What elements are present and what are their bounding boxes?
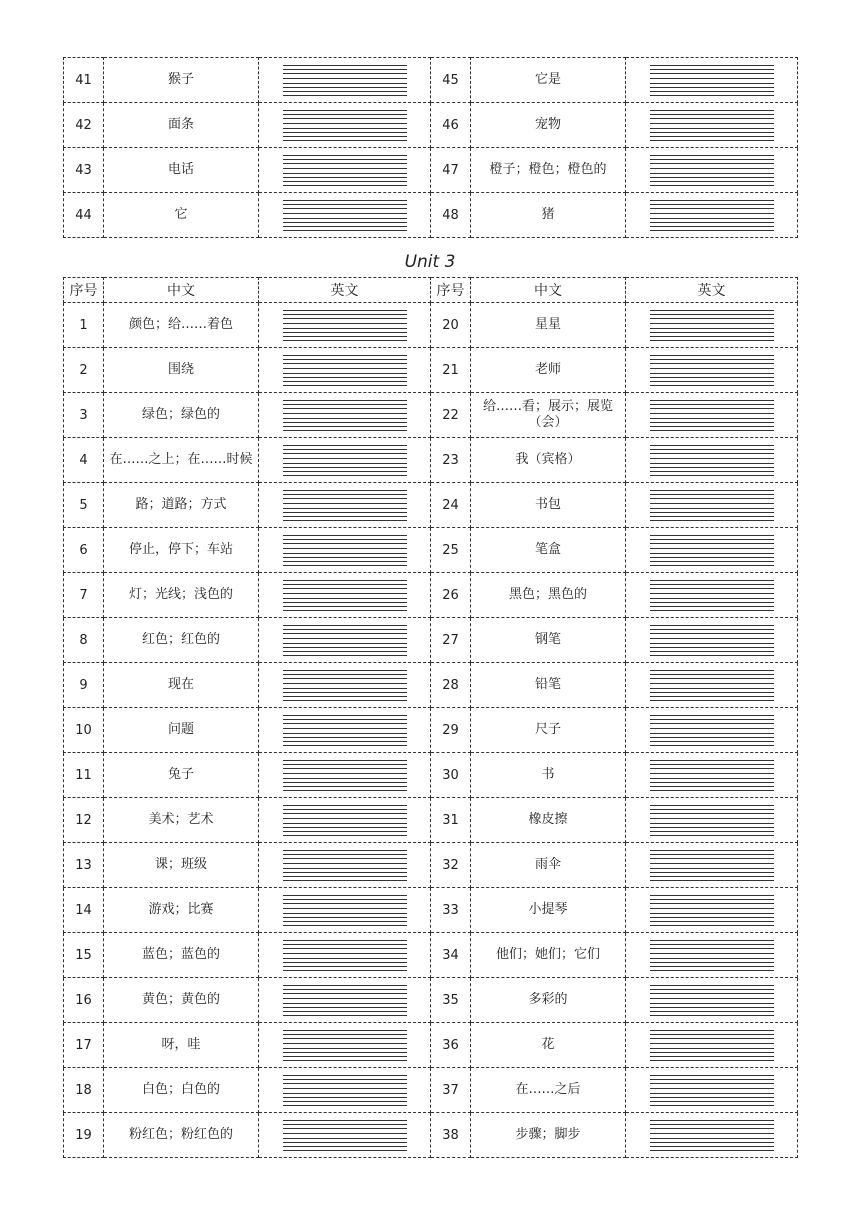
item-number: 47 bbox=[431, 148, 471, 193]
item-number: 24 bbox=[431, 483, 471, 528]
table-row bbox=[64, 528, 798, 573]
english-answer-cell[interactable] bbox=[259, 753, 431, 798]
writing-lines[interactable] bbox=[283, 110, 407, 140]
english-answer-cell[interactable] bbox=[259, 618, 431, 663]
chinese-term: 在……之上；在……时候 bbox=[104, 438, 259, 483]
writing-lines[interactable] bbox=[650, 65, 774, 95]
english-answer-cell[interactable] bbox=[259, 843, 431, 888]
chinese-term: 路；道路；方式 bbox=[104, 483, 259, 528]
item-number: 48 bbox=[431, 193, 471, 238]
writing-lines[interactable] bbox=[650, 760, 774, 790]
chinese-term: 猴子 bbox=[104, 58, 259, 103]
english-answer-cell[interactable] bbox=[259, 103, 431, 148]
writing-lines[interactable] bbox=[650, 310, 774, 340]
item-number: 15 bbox=[64, 933, 104, 978]
item-number: 10 bbox=[64, 708, 104, 753]
chinese-term: 粉红色；粉红色的 bbox=[104, 1113, 259, 1158]
item-number: 7 bbox=[64, 573, 104, 618]
item-number: 44 bbox=[64, 193, 104, 238]
item-number: 4 bbox=[64, 438, 104, 483]
english-answer-cell[interactable] bbox=[626, 58, 798, 103]
chinese-term: 课；班级 bbox=[104, 843, 259, 888]
chinese-term: 尺子 bbox=[471, 708, 626, 753]
item-number: 19 bbox=[64, 1113, 104, 1158]
writing-lines[interactable] bbox=[283, 670, 407, 700]
item-number: 42 bbox=[64, 103, 104, 148]
writing-lines[interactable] bbox=[650, 535, 774, 565]
item-number: 35 bbox=[431, 978, 471, 1023]
chinese-term: 呀，哇 bbox=[104, 1023, 259, 1068]
header-row bbox=[64, 278, 798, 303]
writing-lines[interactable] bbox=[283, 310, 407, 340]
item-number: 16 bbox=[64, 978, 104, 1023]
table-row bbox=[64, 438, 798, 483]
chinese-term: 兔子 bbox=[104, 753, 259, 798]
table-row bbox=[64, 193, 798, 238]
english-answer-cell[interactable] bbox=[259, 393, 431, 438]
item-number: 30 bbox=[431, 753, 471, 798]
writing-lines[interactable] bbox=[650, 670, 774, 700]
table-row bbox=[64, 58, 798, 103]
english-answer-cell[interactable] bbox=[259, 798, 431, 843]
writing-lines[interactable] bbox=[283, 1120, 407, 1150]
item-number: 13 bbox=[64, 843, 104, 888]
chinese-term: 步骤；脚步 bbox=[471, 1113, 626, 1158]
english-answer-cell[interactable] bbox=[259, 1113, 431, 1158]
english-answer-cell[interactable] bbox=[259, 978, 431, 1023]
writing-lines[interactable] bbox=[650, 200, 774, 230]
table-row bbox=[64, 708, 798, 753]
english-answer-cell[interactable] bbox=[626, 978, 798, 1023]
english-answer-cell[interactable] bbox=[626, 348, 798, 393]
unit-title: Unit 3 bbox=[404, 252, 456, 272]
table-row bbox=[64, 843, 798, 888]
chinese-term: 灯；光线；浅色的 bbox=[104, 573, 259, 618]
item-number: 21 bbox=[431, 348, 471, 393]
english-answer-cell[interactable] bbox=[626, 798, 798, 843]
chinese-term: 它 bbox=[104, 193, 259, 238]
chinese-term: 蓝色；蓝色的 bbox=[104, 933, 259, 978]
english-answer-cell[interactable] bbox=[626, 618, 798, 663]
chinese-term: 书包 bbox=[471, 483, 626, 528]
table-row bbox=[64, 618, 798, 663]
english-answer-cell[interactable] bbox=[626, 148, 798, 193]
item-number: 11 bbox=[64, 753, 104, 798]
vocab-table-top bbox=[63, 57, 798, 238]
chinese-term: 现在 bbox=[104, 663, 259, 708]
item-number: 5 bbox=[64, 483, 104, 528]
chinese-term: 花 bbox=[471, 1023, 626, 1068]
table-row bbox=[64, 798, 798, 843]
writing-lines[interactable] bbox=[283, 1075, 407, 1105]
writing-lines[interactable] bbox=[283, 805, 407, 835]
writing-lines[interactable] bbox=[650, 155, 774, 185]
header-no: 序号 bbox=[431, 278, 471, 303]
english-answer-cell[interactable] bbox=[626, 103, 798, 148]
header-no: 序号 bbox=[64, 278, 104, 303]
english-answer-cell[interactable] bbox=[259, 933, 431, 978]
table-row bbox=[64, 573, 798, 618]
writing-lines[interactable] bbox=[283, 490, 407, 520]
table-row bbox=[64, 933, 798, 978]
writing-lines[interactable] bbox=[650, 355, 774, 385]
vocab-table-unit3 bbox=[63, 277, 798, 1158]
chinese-term: 铅笔 bbox=[471, 663, 626, 708]
item-number: 8 bbox=[64, 618, 104, 663]
item-number: 26 bbox=[431, 573, 471, 618]
english-answer-cell[interactable] bbox=[259, 1068, 431, 1113]
writing-lines[interactable] bbox=[650, 490, 774, 520]
writing-lines[interactable] bbox=[283, 445, 407, 475]
writing-lines[interactable] bbox=[650, 110, 774, 140]
chinese-term: 黄色；黄色的 bbox=[104, 978, 259, 1023]
item-number: 34 bbox=[431, 933, 471, 978]
item-number: 33 bbox=[431, 888, 471, 933]
chinese-term: 美术；艺术 bbox=[104, 798, 259, 843]
writing-lines[interactable] bbox=[650, 850, 774, 880]
english-answer-cell[interactable] bbox=[626, 1068, 798, 1113]
writing-lines[interactable] bbox=[650, 1120, 774, 1150]
table-row bbox=[64, 103, 798, 148]
english-answer-cell[interactable] bbox=[259, 348, 431, 393]
writing-lines[interactable] bbox=[650, 940, 774, 970]
item-number: 43 bbox=[64, 148, 104, 193]
table-row bbox=[64, 393, 798, 438]
chinese-term: 我（宾格） bbox=[471, 438, 626, 483]
english-answer-cell[interactable] bbox=[626, 528, 798, 573]
chinese-term: 老师 bbox=[471, 348, 626, 393]
chinese-term: 电话 bbox=[104, 148, 259, 193]
english-answer-cell[interactable] bbox=[259, 58, 431, 103]
writing-lines[interactable] bbox=[283, 850, 407, 880]
table-row bbox=[64, 348, 798, 393]
english-answer-cell[interactable] bbox=[259, 1023, 431, 1068]
chinese-term: 猪 bbox=[471, 193, 626, 238]
item-number: 28 bbox=[431, 663, 471, 708]
english-answer-cell[interactable] bbox=[626, 1113, 798, 1158]
table-row bbox=[64, 1068, 798, 1113]
writing-lines[interactable] bbox=[650, 625, 774, 655]
item-number: 37 bbox=[431, 1068, 471, 1113]
item-number: 6 bbox=[64, 528, 104, 573]
chinese-term: 书 bbox=[471, 753, 626, 798]
item-number: 14 bbox=[64, 888, 104, 933]
header-cn: 中文 bbox=[104, 278, 259, 303]
writing-lines[interactable] bbox=[283, 940, 407, 970]
chinese-term: 游戏；比赛 bbox=[104, 888, 259, 933]
item-number: 20 bbox=[431, 303, 471, 348]
item-number: 36 bbox=[431, 1023, 471, 1068]
english-answer-cell[interactable] bbox=[626, 888, 798, 933]
english-answer-cell[interactable] bbox=[626, 1023, 798, 1068]
chinese-term: 多彩的 bbox=[471, 978, 626, 1023]
writing-lines[interactable] bbox=[650, 400, 774, 430]
item-number: 12 bbox=[64, 798, 104, 843]
english-answer-cell[interactable] bbox=[626, 438, 798, 483]
english-answer-cell[interactable] bbox=[259, 888, 431, 933]
chinese-term: 黑色；黑色的 bbox=[471, 573, 626, 618]
header-cn: 中文 bbox=[471, 278, 626, 303]
writing-lines[interactable] bbox=[283, 535, 407, 565]
chinese-term: 橡皮擦 bbox=[471, 798, 626, 843]
writing-lines[interactable] bbox=[650, 1075, 774, 1105]
item-number: 1 bbox=[64, 303, 104, 348]
english-answer-cell[interactable] bbox=[626, 933, 798, 978]
item-number: 3 bbox=[64, 393, 104, 438]
item-number: 31 bbox=[431, 798, 471, 843]
writing-lines[interactable] bbox=[283, 715, 407, 745]
chinese-term: 在……之后 bbox=[471, 1068, 626, 1113]
item-number: 32 bbox=[431, 843, 471, 888]
writing-lines[interactable] bbox=[650, 985, 774, 1015]
writing-lines[interactable] bbox=[283, 625, 407, 655]
writing-lines[interactable] bbox=[650, 895, 774, 925]
english-answer-cell[interactable] bbox=[259, 303, 431, 348]
chinese-term: 笔盒 bbox=[471, 528, 626, 573]
table-row bbox=[64, 663, 798, 708]
chinese-term: 宠物 bbox=[471, 103, 626, 148]
english-answer-cell[interactable] bbox=[626, 483, 798, 528]
table-row bbox=[64, 303, 798, 348]
english-answer-cell[interactable] bbox=[259, 708, 431, 753]
english-answer-cell[interactable] bbox=[626, 753, 798, 798]
item-number: 22 bbox=[431, 393, 471, 438]
writing-lines[interactable] bbox=[650, 805, 774, 835]
item-number: 38 bbox=[431, 1113, 471, 1158]
table-row bbox=[64, 483, 798, 528]
writing-lines[interactable] bbox=[283, 895, 407, 925]
item-number: 29 bbox=[431, 708, 471, 753]
chinese-term: 问题 bbox=[104, 708, 259, 753]
chinese-term: 他们；她们；它们 bbox=[471, 933, 626, 978]
writing-lines[interactable] bbox=[283, 155, 407, 185]
english-answer-cell[interactable] bbox=[259, 663, 431, 708]
table-row bbox=[64, 753, 798, 798]
chinese-term: 橙子；橙色；橙色的 bbox=[471, 148, 626, 193]
header-en: 英文 bbox=[626, 278, 798, 303]
item-number: 23 bbox=[431, 438, 471, 483]
writing-lines[interactable] bbox=[283, 400, 407, 430]
english-answer-cell[interactable] bbox=[626, 708, 798, 753]
chinese-term: 面条 bbox=[104, 103, 259, 148]
item-number: 17 bbox=[64, 1023, 104, 1068]
table-row bbox=[64, 1023, 798, 1068]
english-answer-cell[interactable] bbox=[626, 663, 798, 708]
chinese-term: 停止，停下；车站 bbox=[104, 528, 259, 573]
english-answer-cell[interactable] bbox=[259, 573, 431, 618]
item-number: 25 bbox=[431, 528, 471, 573]
english-answer-cell[interactable] bbox=[259, 528, 431, 573]
chinese-term: 雨伞 bbox=[471, 843, 626, 888]
english-answer-cell[interactable] bbox=[259, 483, 431, 528]
header-en: 英文 bbox=[259, 278, 431, 303]
writing-lines[interactable] bbox=[283, 200, 407, 230]
item-number: 18 bbox=[64, 1068, 104, 1113]
writing-lines[interactable] bbox=[283, 580, 407, 610]
chinese-term: 白色；白色的 bbox=[104, 1068, 259, 1113]
english-answer-cell[interactable] bbox=[626, 843, 798, 888]
english-answer-cell[interactable] bbox=[626, 193, 798, 238]
chinese-term: 颜色；给……着色 bbox=[104, 303, 259, 348]
writing-lines[interactable] bbox=[283, 1030, 407, 1060]
english-answer-cell[interactable] bbox=[259, 193, 431, 238]
item-number: 46 bbox=[431, 103, 471, 148]
chinese-term: 星星 bbox=[471, 303, 626, 348]
english-answer-cell[interactable] bbox=[259, 438, 431, 483]
writing-lines[interactable] bbox=[283, 65, 407, 95]
chinese-term: 它是 bbox=[471, 58, 626, 103]
writing-lines[interactable] bbox=[283, 985, 407, 1015]
chinese-term: 围绕 bbox=[104, 348, 259, 393]
writing-lines[interactable] bbox=[283, 355, 407, 385]
item-number: 2 bbox=[64, 348, 104, 393]
writing-lines[interactable] bbox=[650, 1030, 774, 1060]
english-answer-cell[interactable] bbox=[626, 303, 798, 348]
item-number: 9 bbox=[64, 663, 104, 708]
table-row bbox=[64, 888, 798, 933]
table-row bbox=[64, 978, 798, 1023]
writing-lines[interactable] bbox=[650, 715, 774, 745]
item-number: 45 bbox=[431, 58, 471, 103]
chinese-term: 钢笔 bbox=[471, 618, 626, 663]
item-number: 41 bbox=[64, 58, 104, 103]
writing-lines[interactable] bbox=[283, 760, 407, 790]
item-number: 27 bbox=[431, 618, 471, 663]
english-answer-cell[interactable] bbox=[259, 148, 431, 193]
table-row bbox=[64, 148, 798, 193]
chinese-term: 小提琴 bbox=[471, 888, 626, 933]
writing-lines[interactable] bbox=[650, 445, 774, 475]
english-answer-cell[interactable] bbox=[626, 573, 798, 618]
chinese-term: 红色；红色的 bbox=[104, 618, 259, 663]
writing-lines[interactable] bbox=[650, 580, 774, 610]
english-answer-cell[interactable] bbox=[626, 393, 798, 438]
chinese-term: 绿色；绿色的 bbox=[104, 393, 259, 438]
table-row bbox=[64, 1113, 798, 1158]
chinese-term: 给……看；展示；展览（会） bbox=[471, 393, 626, 438]
